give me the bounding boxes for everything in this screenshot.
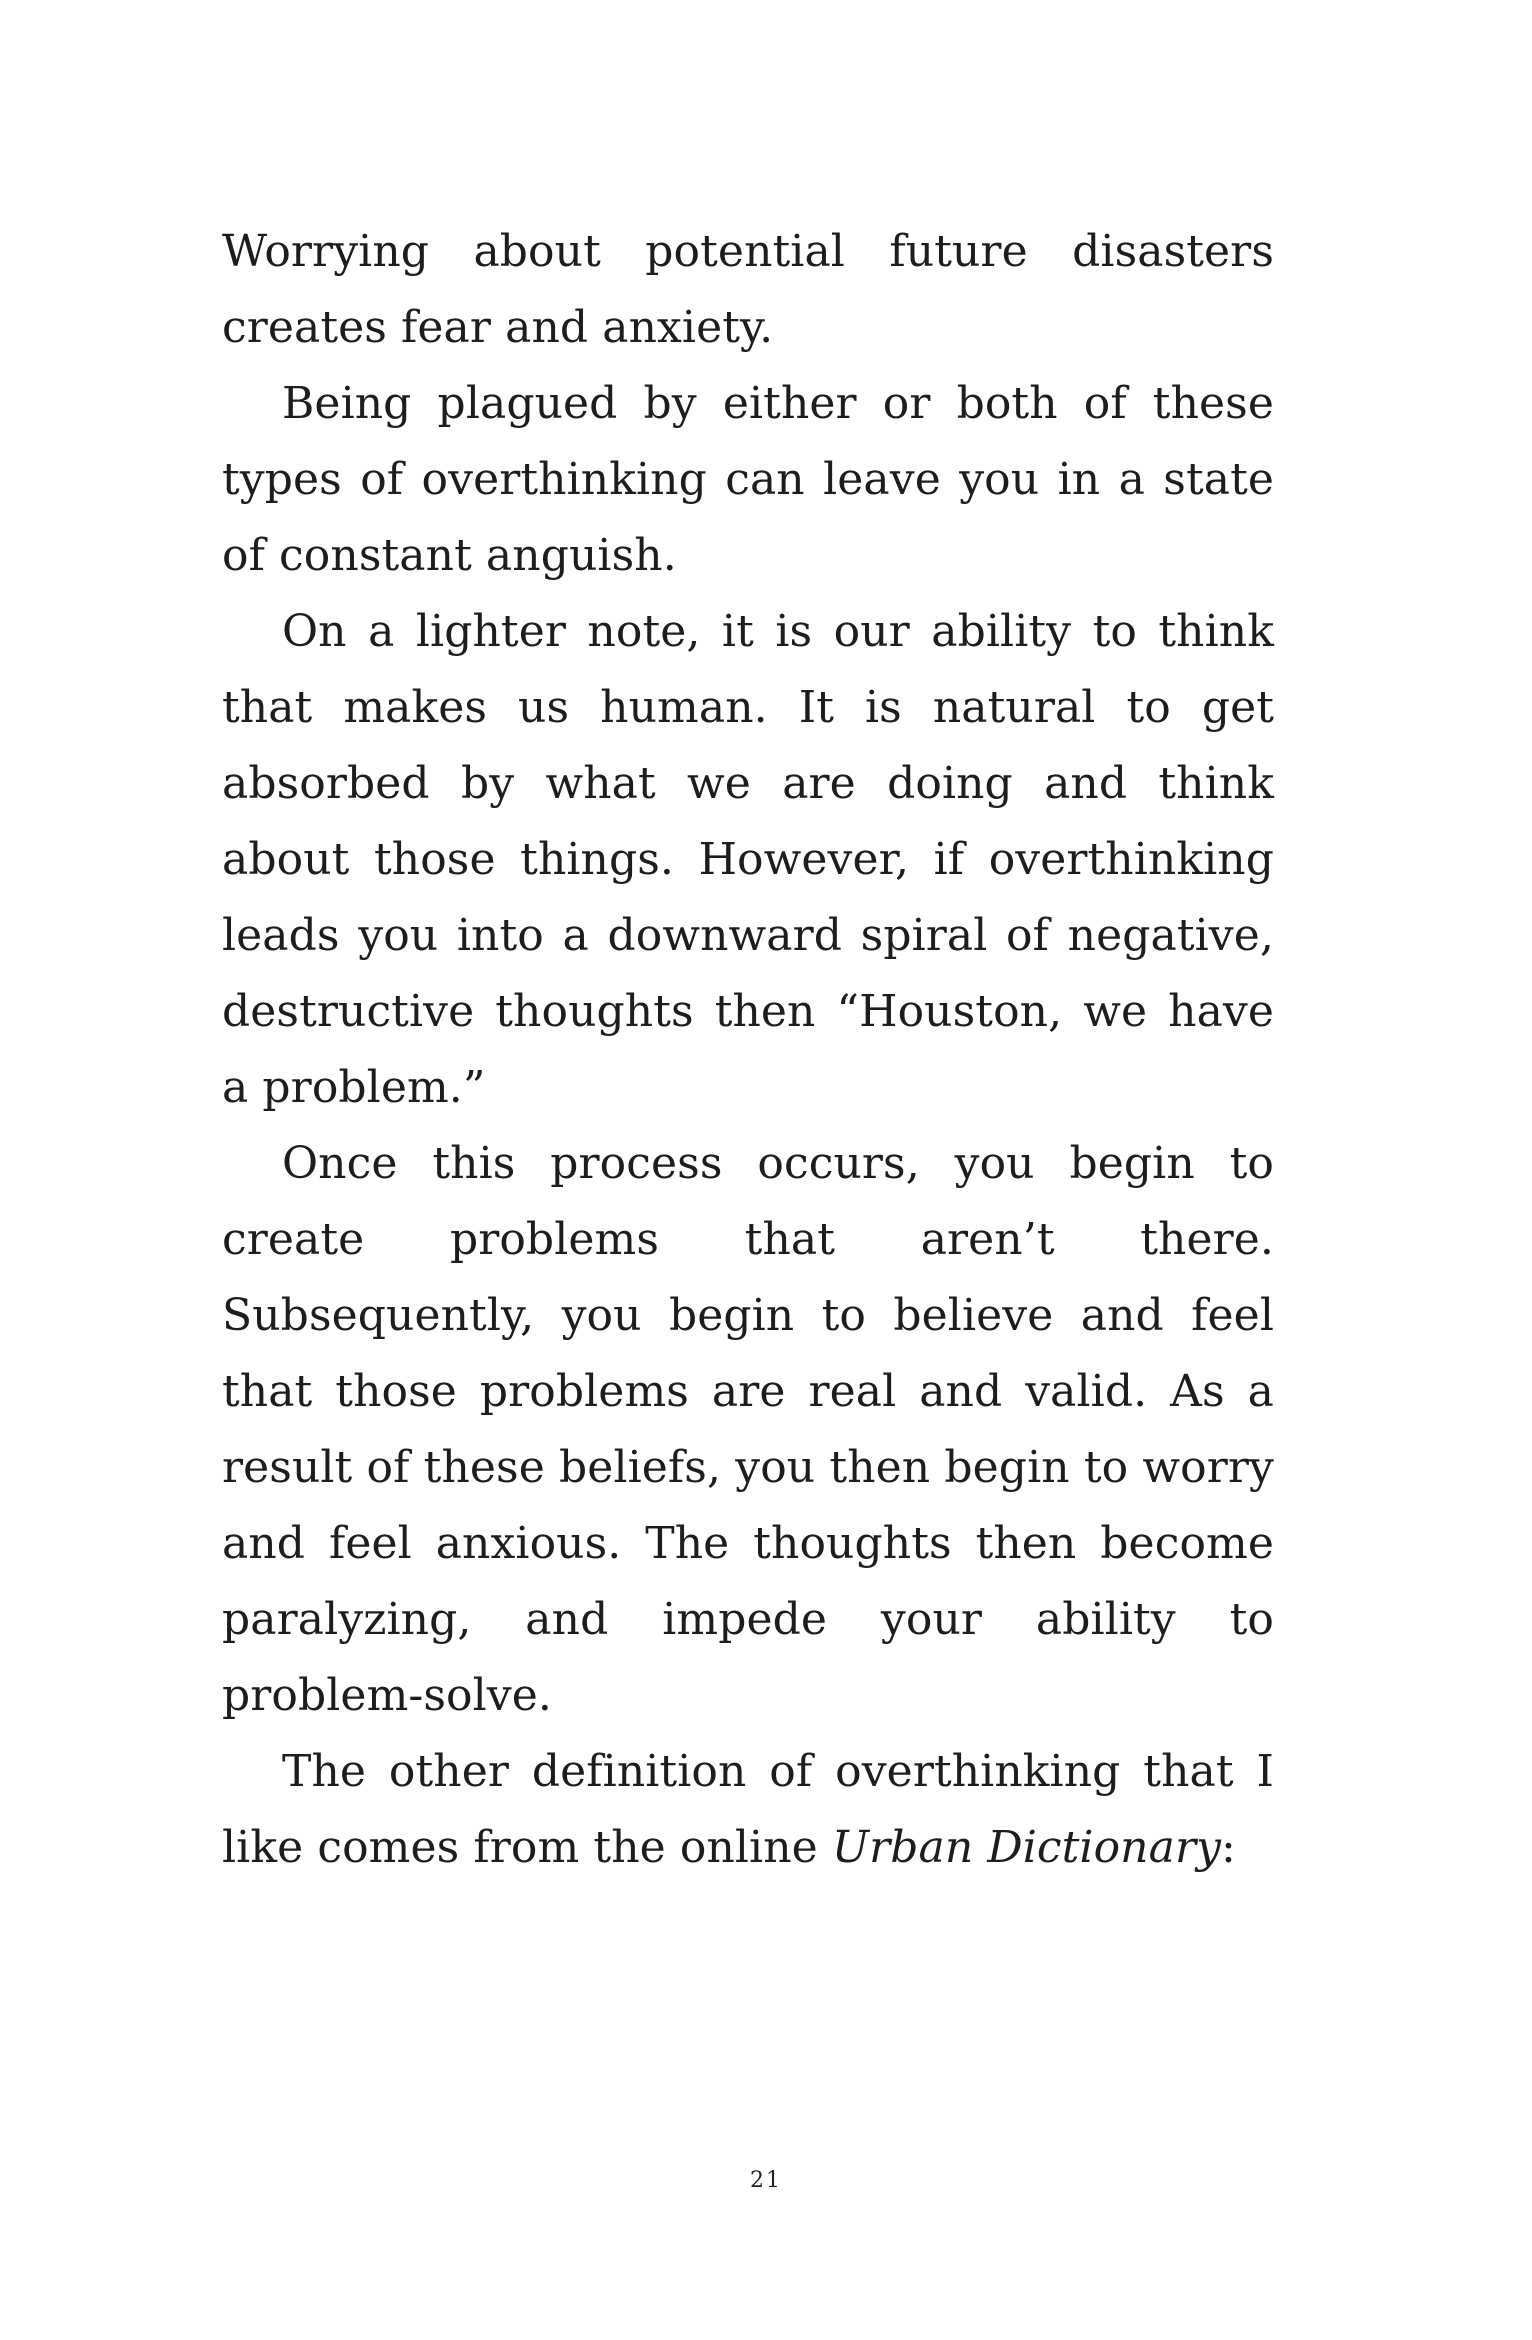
paragraph-5-text: The other definition of overthinking that I like comes from the online <box>222 1746 1274 1873</box>
paragraph-1: Worrying about potential future disasters creates fear and anxiety. <box>222 226 1274 353</box>
paragraph-3: On a lighter note, it is our ability to think that makes us human. It is natural to get absorbed by what we are doing and think about those things. However, if overthinking leads you into a downward spiral of negative, destructive thoughts then “Houston, we have a problem.” <box>222 606 1274 1113</box>
paragraph-4: Once this process occurs, you begin to create problems that aren’t there. Subsequently, you begin to believe and feel that those problems are real and valid. As a result of these beliefs, you then begin to worry and feel anxious. The thoughts then become paralyzing, and impede your ability to problem-solve. <box>222 1138 1274 1721</box>
body-text <box>222 214 1274 1886</box>
urban-dictionary-title: Urban Dictionary <box>831 1822 1222 1873</box>
paragraph-5-punctuation: : <box>1221 1822 1236 1873</box>
paragraph-5 <box>222 1734 1274 1886</box>
page-number: 21 <box>750 2168 782 2193</box>
paragraph-2: Being plagued by either or both of these types of overthinking can leave you in a state of constant anguish. <box>222 378 1274 581</box>
